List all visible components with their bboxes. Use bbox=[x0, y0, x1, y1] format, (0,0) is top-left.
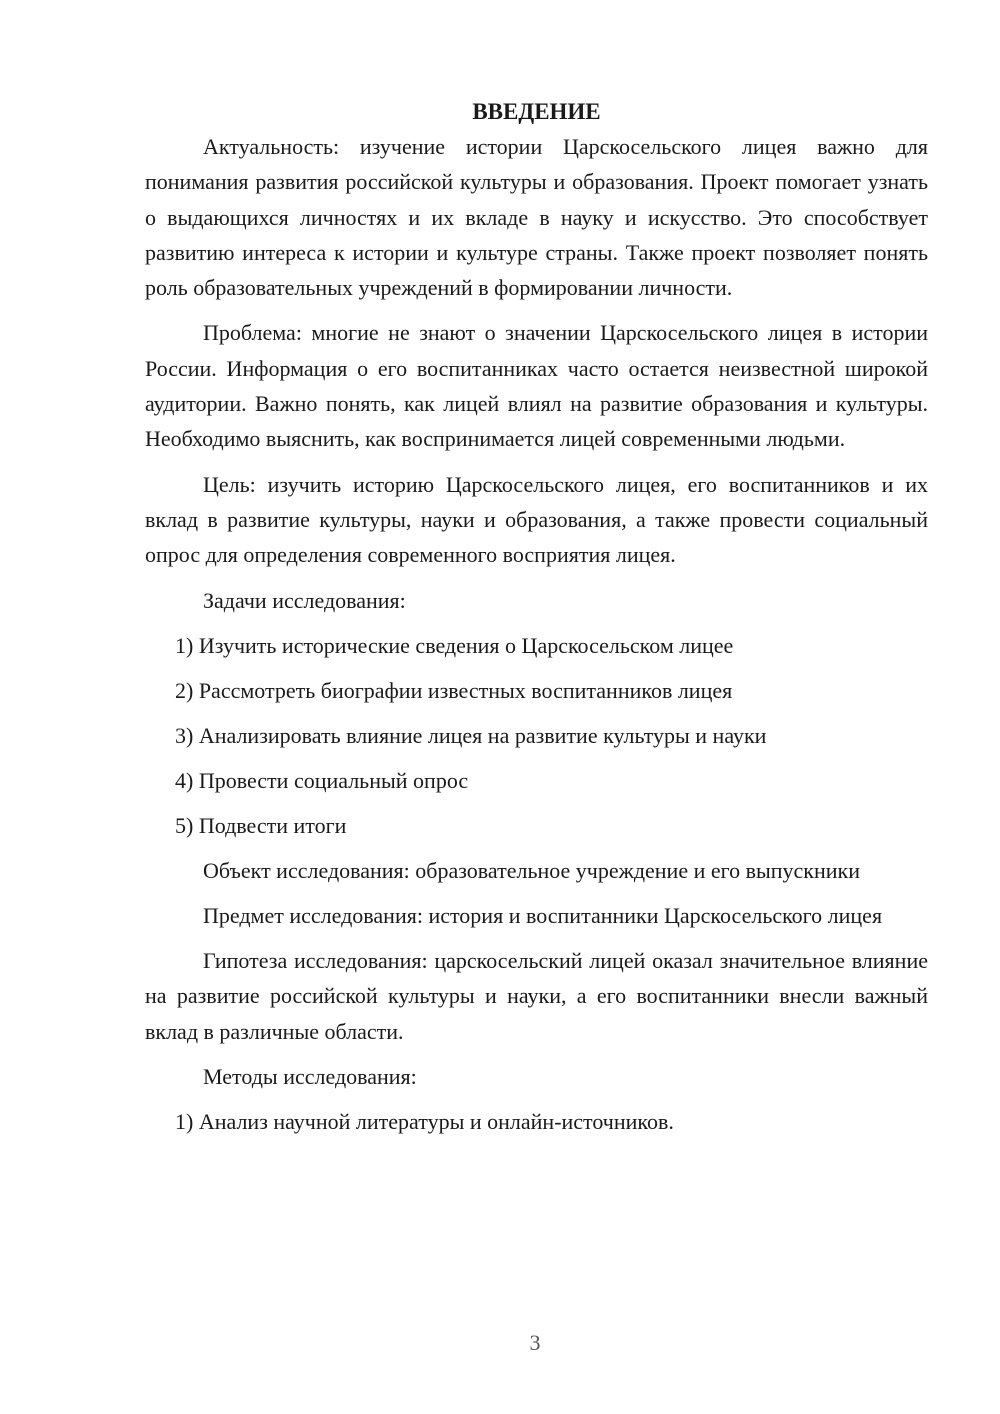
tasks-title: Задачи исследования: bbox=[203, 587, 406, 613]
list-item: 1) Анализ научной литературы и онлайн-источников. bbox=[175, 1109, 674, 1135]
hypothesis-paragraph: Гипотеза исследования: царскосельский лицей оказал значительное влияние на развитие российской культуры и науки, а его воспитанники внесли важный вклад в различные области. bbox=[145, 948, 928, 1044]
list-item: 1) Изучить исторические сведения о Царскосельском лицее bbox=[175, 632, 734, 658]
section-heading: ВВЕДЕНИЕ bbox=[472, 99, 601, 124]
list-item: 4) Провести социальный опрос bbox=[175, 767, 469, 793]
problem-paragraph: Проблема: многие не знают о значении Царскосельского лицея в истории России. Информация о его воспитанниках часто остается неизвестной широкой аудитории. Важно понять, как лицей влиял на развитие образования и культуры. Необходимо выяснить, как воспринимается лицей современными людьми. bbox=[145, 320, 928, 452]
methods-list bbox=[145, 1104, 928, 1139]
list-item: 5) Подвести итоги bbox=[175, 812, 347, 838]
list-item: 2) Рассмотреть биографии известных воспитанников лицея bbox=[175, 677, 733, 703]
list-item: 3) Анализировать влияние лицея на развитие культуры и науки bbox=[175, 722, 767, 748]
tasks-list bbox=[145, 628, 928, 843]
subject-paragraph: Предмет исследования: история и воспитанники Царскосельского лицея bbox=[203, 902, 883, 928]
page-number: 3 bbox=[529, 1330, 541, 1355]
object-paragraph: Объект исследования: образовательное учреждение и его выпускники bbox=[203, 857, 861, 883]
document-page bbox=[145, 94, 928, 1149]
goal-paragraph: Цель: изучить историю Царскосельского лицея, его воспитанников и их вклад в развитие культуры, науки и образования, а также провести социальный опрос для определения современного восприятия лицея. bbox=[145, 471, 928, 568]
methods-title: Методы исследования: bbox=[203, 1064, 417, 1090]
relevance-paragraph: Актуальность: изучение истории Царскосельского лицея важно для понимания развития российской культуры и образования. Проект помогает узнать о выдающихся личностях и их вкладе в науку и искусство. Это способствует развитию интереса к истории и культуре страны. Также проект позволяет понять роль образовательных учреждений в формировании личности. bbox=[145, 134, 928, 301]
